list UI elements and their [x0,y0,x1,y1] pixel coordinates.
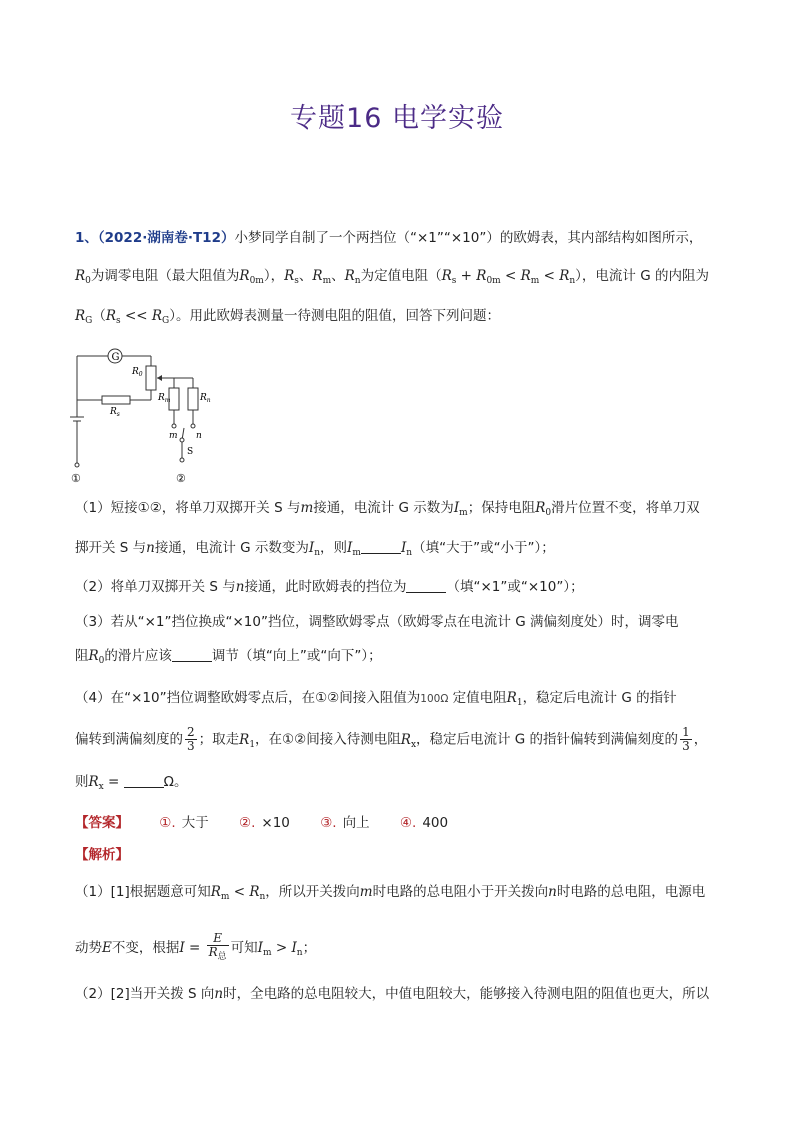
part-3-line-1: （3）若从“×1”挡位换成“×10”挡位，调整欧姆零点（欧姆零点在电流计 G 满偏刻度处）时，调零电 [75,614,679,630]
label-rn: $R_n$ [200,393,211,404]
svg-text:①: ① [71,472,81,485]
answer-item-2: ②. ×10 [239,815,290,831]
answer-item-4: ④. 400 [399,815,449,831]
svg-text:②: ② [176,472,186,485]
question-text: 小梦同学自制了一个两挡位（“×1”“×10”）的欧姆表，其内部结构如图所示， [234,230,703,246]
answer-row [75,811,448,831]
analysis-line-3: （2）[2]当开关拨 S 向n时，全电路的总电阻较大，中值电阻较大，能够接入待测电阻的阻值也更大，所以 [75,986,710,1002]
analysis-label-line [75,845,725,865]
label-rs: $R_s$ [110,407,120,418]
analysis-label: 【解析】 [75,847,129,863]
question-line-3: $R_G(R_s << R_G)$。用此欧姆表测量一待测电阻的阻值，回答下列问题： [75,308,500,326]
answer-blank-2[interactable] [406,580,446,593]
part-4-line-2: 偏转到满偏刻度的 $\frac{2}{3}$ ；取走$R_1$，在①②间接入待测电阻$R_x$，稳定后电流计 G 的指针偏转到满偏刻度的 $\frac{1}{3}$ ， [75,725,708,753]
fraction-one-third: $\frac{1}{3}$ [682,725,690,753]
page-title: 专题16 电学实验 [290,103,504,134]
answer-label: 【答案】 [75,815,129,831]
symbol-r0: $R_0$ [75,268,91,286]
slider-arrow-icon [157,375,162,381]
part-1-line-1: （1）短接①②，将单刀双掷开关 S 与m接通，电流计 G 示数为$I_m$；保持电阻$R_0$滑片位置不变，将单刀双 [75,500,700,518]
svg-text:n: n [196,431,202,441]
part-2-line: （2）将单刀双掷开关 S 与n接通，此时欧姆表的挡位为 （填“×1”或“×10”）； [75,579,584,595]
answer-item-1: ①. 大于 [159,815,209,831]
svg-text:G: G [111,352,120,363]
label-r0: $R_0$ [132,367,143,378]
analysis-line-2: 动势E不变，根据I = $\frac{E}{R_总}$ 可知$I_m > I_n$； [75,931,317,962]
svg-text:m: m [169,431,178,441]
answer-blank-3[interactable] [172,649,212,662]
label-rm: $R_m$ [158,393,171,404]
answer-blank-1[interactable] [361,541,401,554]
part-1-line-2: 掷开关 S 与n接通，电流计 G 示数变为$I_n$，则$I_m$ $I_n$（填“大于”或“小于”）； [75,540,555,558]
answer-blank-4[interactable] [124,775,164,788]
part-4-line-3: 则$R_x = \Omega$。 [75,774,188,792]
question-line-2: $R_0$为调零电阻（最大阻值为$R_{0m}$），$R_s$、$R_m$、$R_n$为定值电阻$(R_s + R_{0m} < R_m < R_n)$，电流计 G 的内阻为 [75,268,709,286]
part-4-line-1: （4）在“×10”挡位调整欧姆零点后，在①②间接入阻值为100Ω 定值电阻$R_1$，稳定后电流计 G 的指针 [75,690,677,708]
question-source: 1、（2022·湖南卷·T12） [75,230,235,246]
svg-text:S: S [187,447,194,457]
answer-item-3: ③. 向上 [320,815,370,831]
analysis-line-1: （1）[1]根据题意可知$R_m < R_n$，所以开关拨向m时电路的总电阻小于开关拨向n时电路的总电阻，电源电 [75,884,706,902]
formula-ohms-law: $\frac{E}{R_总}$ [208,931,227,962]
circuit-diagram [62,340,222,485]
part-3-line-2: 阻$R_0$的滑片应该 调节（填“向上”或“向下”）； [75,648,382,666]
fraction-two-thirds: $\frac{2}{3}$ [187,725,195,753]
question-line-1 [75,228,725,248]
